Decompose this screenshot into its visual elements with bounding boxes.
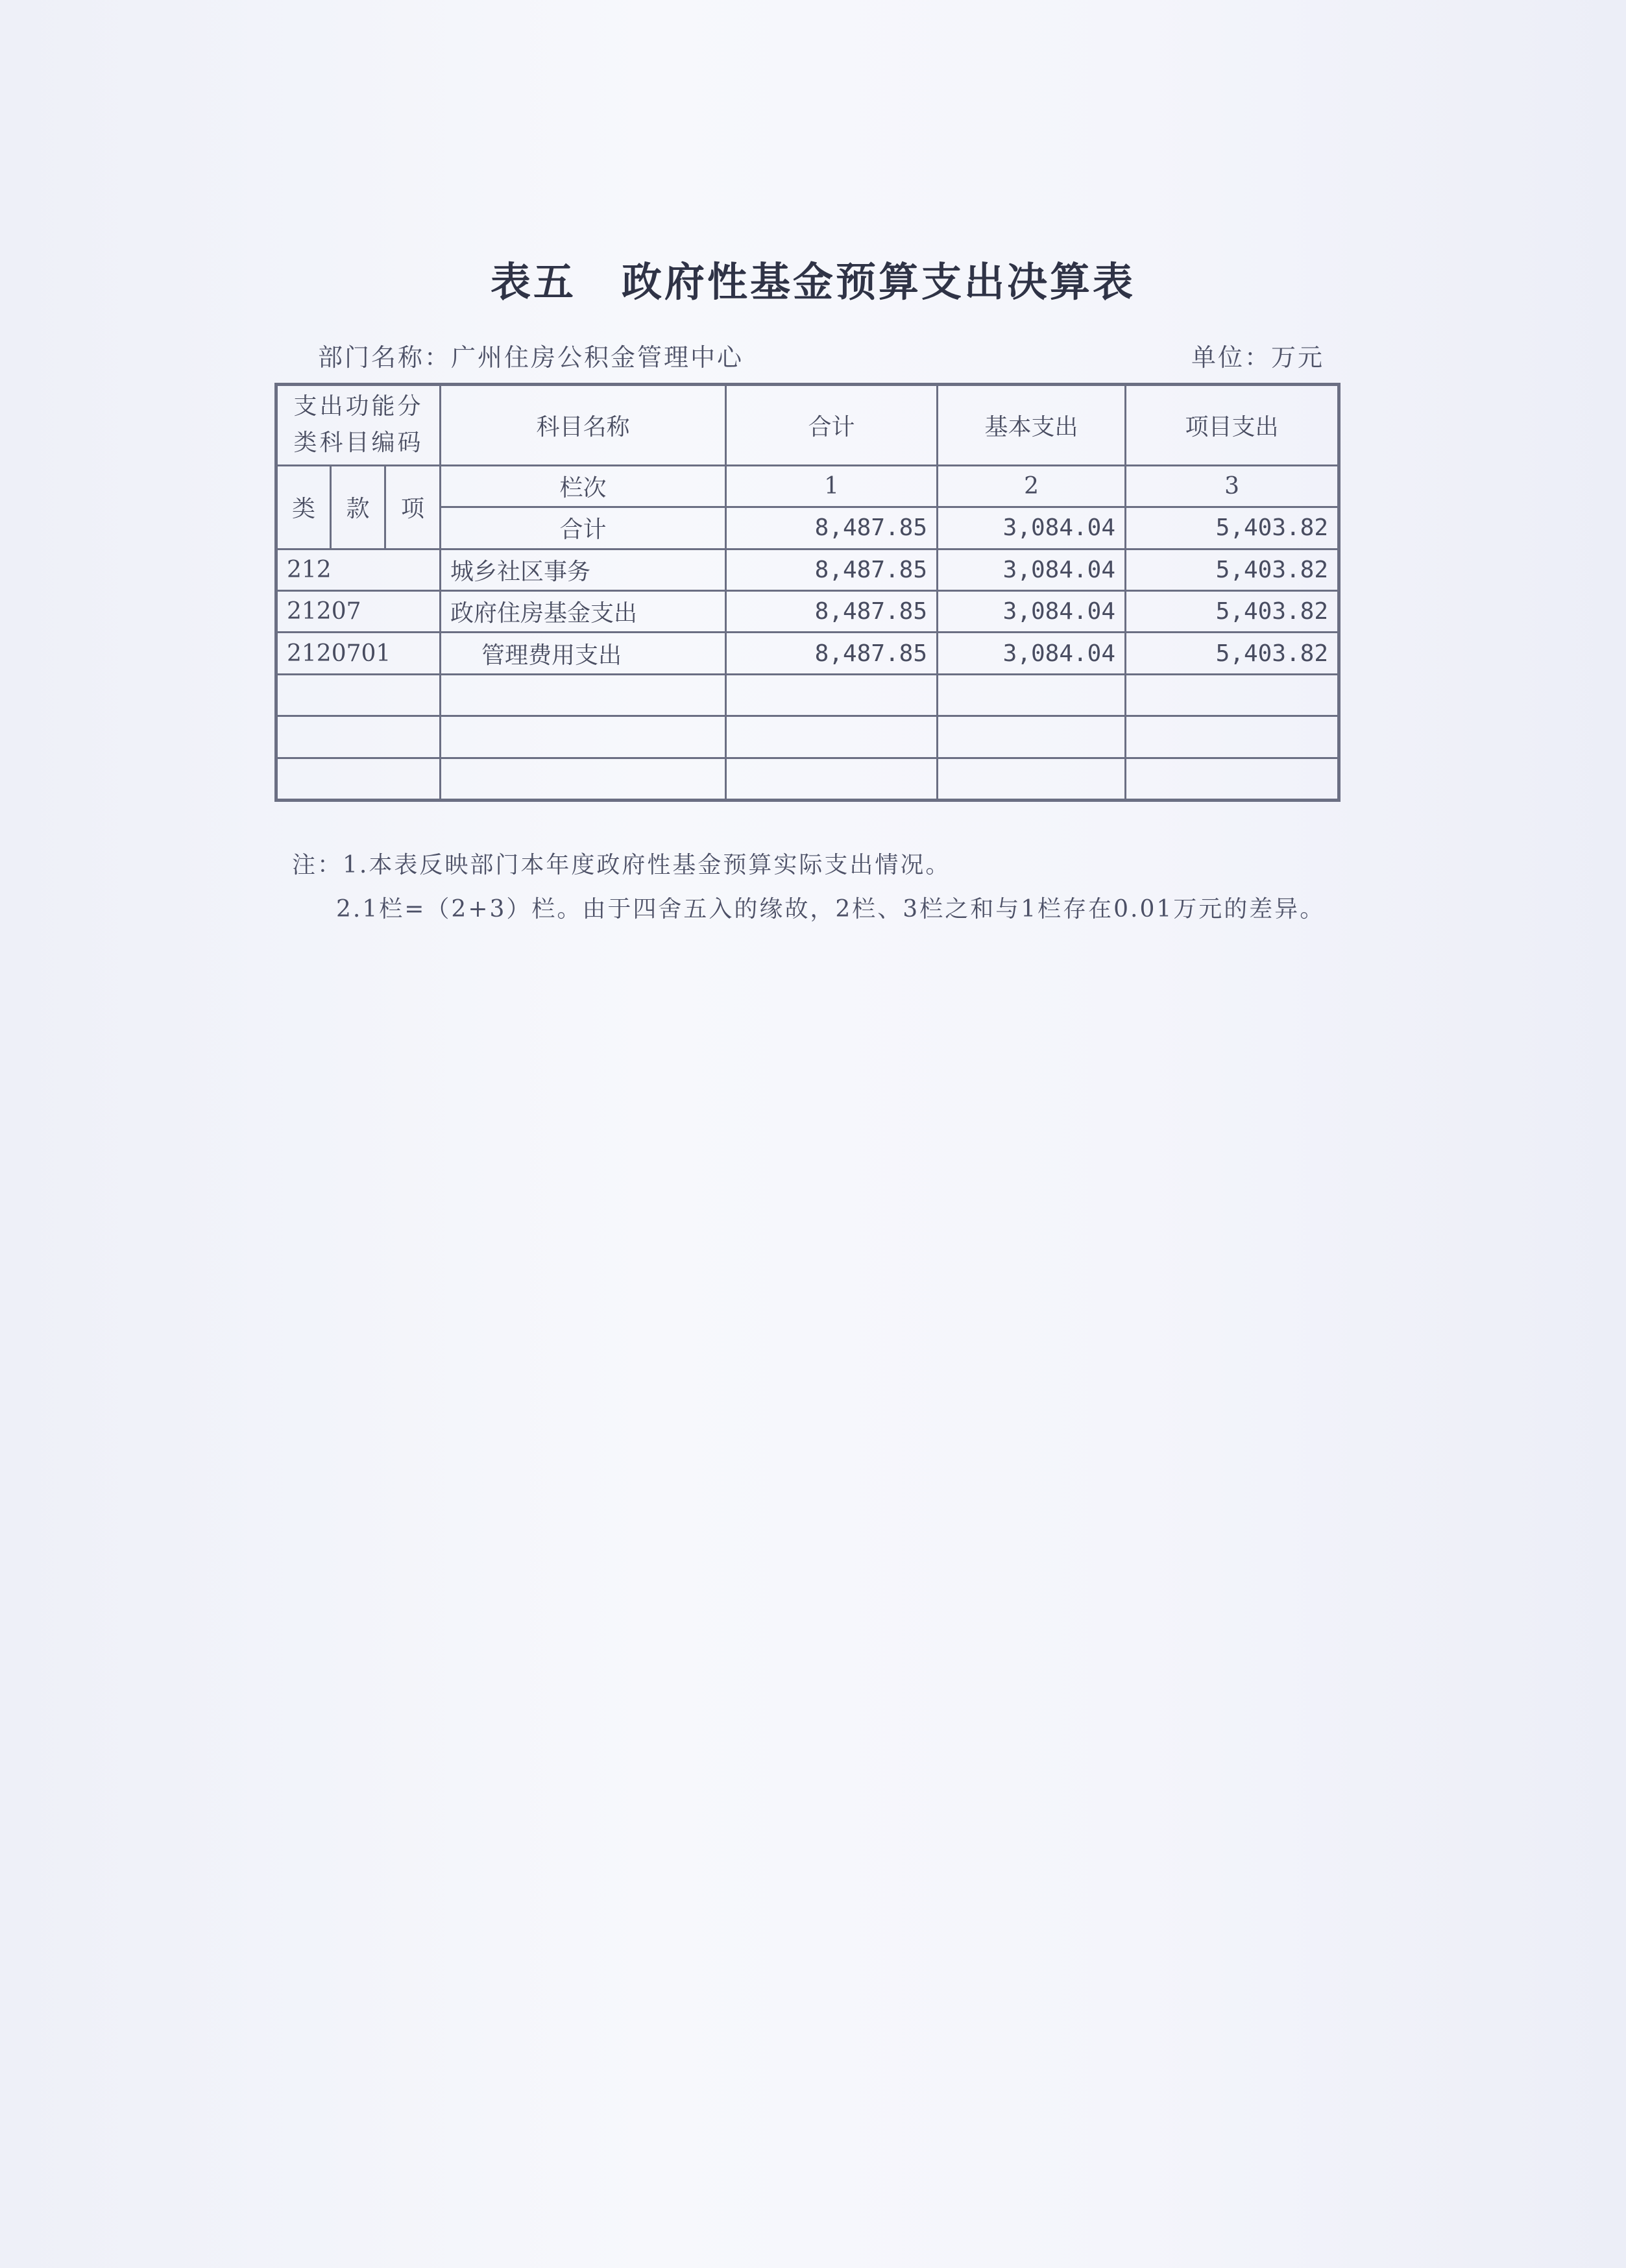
expenditure-table bbox=[274, 383, 1341, 802]
header-total: 合计 bbox=[726, 385, 938, 466]
row-basic: 3,084.04 bbox=[938, 549, 1126, 590]
row-total: 8,487.85 bbox=[726, 549, 938, 590]
total-value: 8,487.85 bbox=[726, 507, 938, 549]
header-subject-name: 科目名称 bbox=[441, 385, 726, 466]
title-text: 政府性基金预算支出决算表 bbox=[622, 258, 1136, 306]
department-name: 部门名称：广州住房公积金管理中心 bbox=[318, 343, 744, 372]
header-project: 项目支出 bbox=[1126, 385, 1339, 466]
table-row bbox=[276, 633, 1339, 674]
row-project: 5,403.82 bbox=[1126, 590, 1339, 632]
column-index-1: 1 bbox=[726, 465, 938, 507]
column-index-row bbox=[276, 465, 1339, 507]
row-name: 城乡社区事务 bbox=[441, 549, 726, 590]
page-title bbox=[0, 250, 1626, 308]
sub-header-kuan: 款 bbox=[331, 465, 385, 549]
column-index-2: 2 bbox=[938, 465, 1126, 507]
sub-header-lei: 类 bbox=[276, 465, 331, 549]
row-basic: 3,084.04 bbox=[938, 590, 1126, 632]
row-basic: 3,084.04 bbox=[938, 633, 1126, 674]
notes bbox=[292, 843, 1325, 932]
row-code: 212 bbox=[276, 549, 441, 590]
row-name: 政府住房基金支出 bbox=[441, 590, 726, 632]
row-total: 8,487.85 bbox=[726, 633, 938, 674]
row-project: 5,403.82 bbox=[1126, 549, 1339, 590]
header-func-code-line1: 支出功能分 bbox=[293, 393, 424, 420]
table-row bbox=[276, 590, 1339, 632]
row-total: 8,487.85 bbox=[726, 590, 938, 632]
total-label: 合计 bbox=[441, 507, 726, 549]
note-2: 2.1栏=（2+3）栏。由于四舍五入的缘故，2栏、3栏之和与1栏存在0.01万元的差异。 bbox=[336, 896, 1326, 923]
sub-header-xiang: 项 bbox=[385, 465, 441, 549]
project-value: 5,403.82 bbox=[1126, 507, 1339, 549]
row-name: 管理费用支出 bbox=[441, 633, 726, 674]
header-func-code-line2: 类科目编码 bbox=[293, 429, 424, 457]
empty-row bbox=[276, 674, 1339, 716]
column-index-label: 栏次 bbox=[441, 465, 726, 507]
row-code: 21207 bbox=[276, 590, 441, 632]
row-code: 2120701 bbox=[276, 633, 441, 674]
unit-label: 单位：万元 bbox=[1191, 343, 1324, 372]
row-project: 5,403.82 bbox=[1126, 633, 1339, 674]
header-func-code bbox=[276, 385, 441, 466]
empty-row bbox=[276, 758, 1339, 800]
column-index-3: 3 bbox=[1126, 465, 1339, 507]
empty-row bbox=[276, 716, 1339, 758]
header-row bbox=[276, 385, 1339, 466]
title-table-number: 表五 bbox=[490, 258, 576, 306]
basic-value: 3,084.04 bbox=[938, 507, 1126, 549]
header-basic: 基本支出 bbox=[938, 385, 1126, 466]
table-row bbox=[276, 549, 1339, 590]
note-1: 注：1.本表反映部门本年度政府性基金预算实际支出情况。 bbox=[292, 852, 951, 878]
